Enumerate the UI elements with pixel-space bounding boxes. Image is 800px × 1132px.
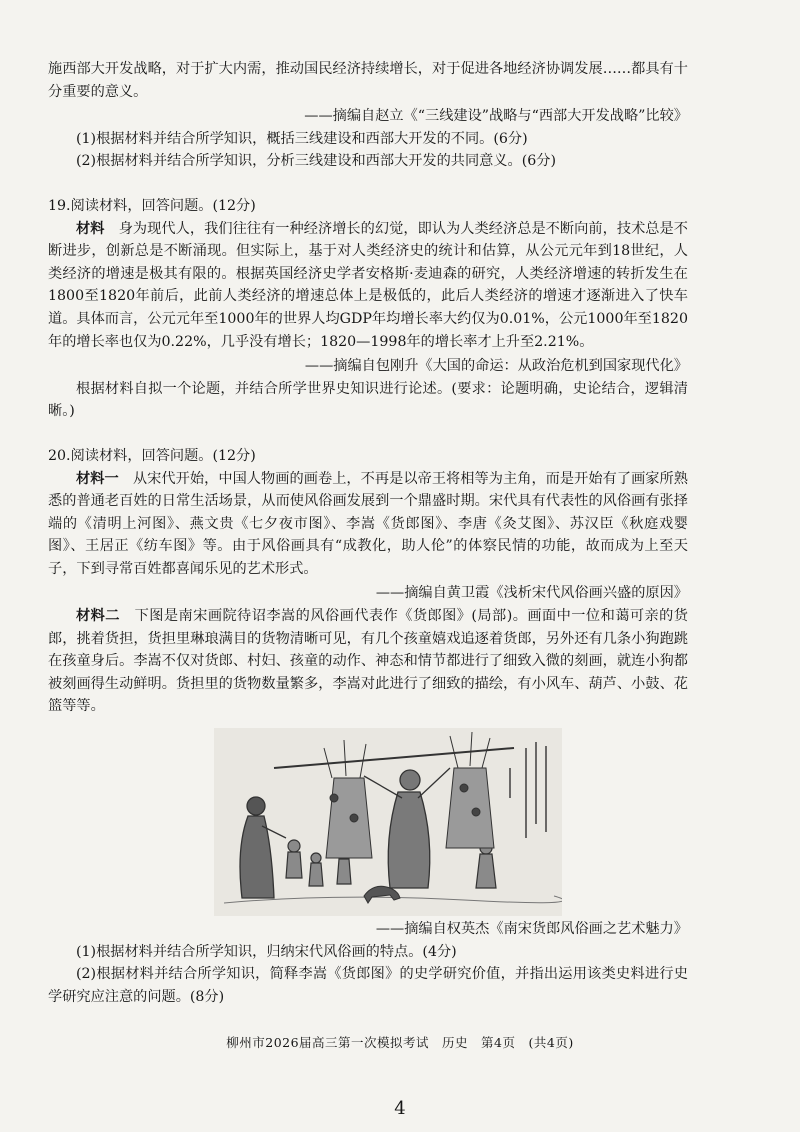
q20-material-2 [48, 605, 688, 718]
page-footer: 柳州市2026届高三第一次模拟考试 历史 第4页 (共4页) [226, 1035, 574, 1050]
q19-material-text: 身为现代人，我们往往有一种经济增长的幻觉，即认为人类经济总是不断向前，技术总是不断进步，创新总是不断涌现。但实际上，基于对人类经济史的统计和估算，从公元元年到18世纪，人类经济的增速是极其有限的。根据英国经济史学者安格斯·麦迪森的研究，人类经济增速的转折发生在1800至1820年前后，此前人类经济的增速总体上是极低的，此后人类经济的增速才逐渐进入了快车道。具体而言，公元元年至1000年的世界人均GDP年均增长率大约仅为0.01%，公元1000年至1820年的增长率也仅为0.22%，几乎没有增长；1820—1998年的增长率才上升至2.21%。 [48, 220, 688, 350]
page-number: 4 [394, 1098, 406, 1119]
q20-material-1-label: 材料一 [76, 470, 119, 487]
q19-header: 19.阅读材料，回答问题。(12分) [48, 197, 256, 214]
q19-material [48, 218, 688, 354]
q20-material-2-label: 材料二 [76, 608, 120, 625]
q20-question-1: (1)根据材料并结合所学知识，归纳宋代风俗画的特点。(4分) [76, 943, 457, 960]
continuation-source: ——摘编自赵立《“三线建设”战略与“西部大开发战略”比较》 [304, 108, 688, 125]
q19-material-label: 材料 [76, 220, 105, 237]
painting-illustration [214, 728, 562, 916]
continuation-text: 施西部大开发战略，对于扩大内需，推动国民经济持续增长，对于促进各地经济协调发展……都具有十分重要的意义。 [48, 61, 688, 100]
q20-header: 20.阅读材料，回答问题。(12分) [48, 447, 256, 464]
q20-question-2: (2)根据材料并结合所学知识，简释李嵩《货郎图》的史学研究价值，并指出运用该类史料进行史学研究应注意的问题。(8分) [48, 966, 688, 1005]
q19-prompt: 根据材料自拟一个论题，并结合所学世界史知识进行论述。(要求：论题明确，史论结合，逻辑清晰。) [48, 380, 688, 420]
q20-material-1-text: 从宋代开始，中国人物画的画卷上，不再是以帝王将相等为主角，而是开始有了画家所熟悉的普通老百姓的日常生活场景，从而使风俗画发展到一个鼎盛时期。宋代具有代表性的风俗画有张择端的《清明上河图》、燕文贵《七夕夜市图》、李嵩《货郎图》、李唐《灸艾图》、苏汉臣《秋庭戏婴图》、王居正《纺车图》等。由于风俗画具有“成教化，助人伦”的体察民情的功能，故而成为上至天子，下到寻常百姓都喜闻乐见的艺术形式。 [48, 470, 688, 577]
page-content [48, 58, 688, 1008]
continuation-question-2: (2)根据材料并结合所学知识，分析三线建设和西部大开发的共同意义。(6分) [76, 153, 557, 170]
q20-material-2-text: 下图是南宋画院待诏李嵩的风俗画代表作《货郎图》(局部)。画面中一位和蔼可亲的货郎，挑着货担，货担里琳琅满目的货物清晰可见，有几个孩童嬉戏追逐着货郎，另外还有几条小狗跑跳在孩童身后。李嵩不仅对货郎、村妇、孩童的动作、神态和情节都进行了细致入微的刻画，就连小狗都被刻画得生动鲜明。货担里的货物数量繁多，李嵩对此进行了细致的描绘，有小风车、葫芦、小鼓、花篮等等。 [48, 608, 688, 715]
q19-source: ——摘编自包刚升《大国的命运：从政治危机到国家现代化》 [304, 358, 688, 375]
q20-material-2-source: ——摘编自权英杰《南宋货郎风俗画之艺术魅力》 [375, 921, 688, 938]
q20-material-1-source: ——摘编自黄卫霞《浅析宋代风俗画兴盛的原因》 [375, 585, 688, 602]
painting-image [214, 728, 562, 916]
q20-material-1 [48, 468, 688, 581]
continuation-question-1: (1)根据材料并结合所学知识，概括三线建设和西部大开发的不同。(6分) [76, 130, 528, 147]
